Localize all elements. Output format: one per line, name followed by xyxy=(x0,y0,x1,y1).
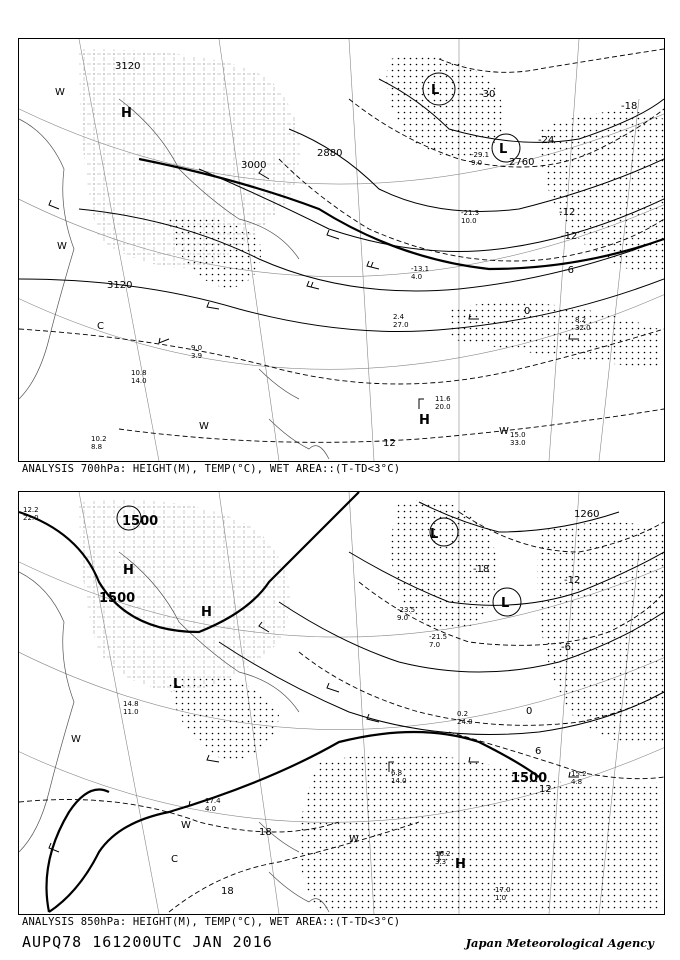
height-label: 3120 xyxy=(107,280,133,291)
station-plot xyxy=(411,265,429,281)
station-plot xyxy=(131,369,147,385)
temp-label: 12 xyxy=(539,784,552,795)
svg-text:6.8: 6.8 xyxy=(391,769,403,777)
svg-text:24.0: 24.0 xyxy=(457,718,473,726)
svg-text:-29.1: -29.1 xyxy=(471,151,490,159)
temp-label: 6 xyxy=(535,746,542,757)
station-plot xyxy=(91,435,107,451)
svg-text:33.0: 33.0 xyxy=(510,439,526,447)
temp-label: -6 xyxy=(564,265,574,276)
system-low: L xyxy=(501,596,510,611)
system-high: H xyxy=(121,106,132,121)
system-high: H xyxy=(419,413,430,428)
svg-text:0.2: 0.2 xyxy=(457,710,469,718)
system-low: L xyxy=(173,677,182,692)
temp-label: 0 xyxy=(524,306,531,317)
caption-850hpa: ANALYSIS 850hPa: HEIGHT(M), TEMP(°C), WET AREA::(T-TD<3°C) xyxy=(22,916,401,928)
chart-700hpa xyxy=(18,38,665,462)
chart-code: AUPQ78 161200UTC JAN 2016 xyxy=(22,933,273,951)
system-warm: W xyxy=(499,426,509,437)
svg-text:14.0: 14.0 xyxy=(391,777,407,785)
svg-text:17.0: 17.0 xyxy=(495,886,511,894)
station-plot xyxy=(435,395,451,411)
svg-text:4.8: 4.8 xyxy=(571,778,583,786)
height-label: 2880 xyxy=(317,148,343,159)
svg-text:3.3: 3.3 xyxy=(435,858,447,866)
height-label: 3000 xyxy=(241,160,267,171)
station-plot xyxy=(510,431,526,447)
temp-label: -12 xyxy=(559,207,576,218)
temp-label: -24 xyxy=(538,135,555,146)
system-high: H xyxy=(455,857,466,872)
svg-text:22.0: 22.0 xyxy=(23,514,39,522)
temp-label: -12 xyxy=(561,231,578,242)
svg-text:-23.5: -23.5 xyxy=(397,606,416,614)
svg-text:15.0: 15.0 xyxy=(510,431,526,439)
height-label: 2760 xyxy=(509,157,535,168)
svg-text:7.0: 7.0 xyxy=(429,641,441,649)
chart-850hpa xyxy=(18,491,665,915)
svg-text:-21.3: -21.3 xyxy=(461,209,480,217)
svg-text:8.2: 8.2 xyxy=(575,316,587,324)
system-warm: W xyxy=(181,820,191,831)
station-plot xyxy=(23,506,39,522)
station-plot xyxy=(393,313,409,329)
map-700hpa xyxy=(19,39,664,461)
temp-label: 18 xyxy=(259,827,272,838)
station-plot xyxy=(191,344,202,360)
temp-label: -18 xyxy=(473,564,490,575)
svg-text:11.6: 11.6 xyxy=(435,395,451,403)
agency-name: Japan Meteorological Agency xyxy=(465,936,654,950)
temp-label: 0 xyxy=(526,706,533,717)
svg-text:10.0: 10.0 xyxy=(461,217,477,225)
svg-text:32.0: 32.0 xyxy=(575,324,591,332)
system-cold: C xyxy=(97,321,104,332)
svg-text:4.0: 4.0 xyxy=(411,273,423,281)
temp-label: -6 xyxy=(561,642,571,653)
temp-label: 18 xyxy=(221,886,234,897)
svg-text:-13.1: -13.1 xyxy=(411,265,430,273)
svg-text:3.9: 3.9 xyxy=(191,352,203,360)
system-high: H xyxy=(123,563,134,578)
svg-text:10.8: 10.8 xyxy=(131,369,147,377)
system-high: H xyxy=(201,605,212,620)
height-label: 1260 xyxy=(574,509,600,520)
height-label: 3120 xyxy=(115,61,141,72)
svg-text:4.0: 4.0 xyxy=(205,805,217,813)
temp-label: -30 xyxy=(479,89,496,100)
temp-label: 12 xyxy=(383,438,396,449)
svg-text:12.2: 12.2 xyxy=(23,506,39,514)
svg-text:14.8: 14.8 xyxy=(123,700,139,708)
system-low: L xyxy=(430,527,439,542)
height-label: 1500 xyxy=(122,514,159,529)
temp-label: -12 xyxy=(564,575,581,586)
svg-text:1.0: 1.0 xyxy=(495,894,507,902)
svg-text:9.0: 9.0 xyxy=(471,159,483,167)
station-plot xyxy=(457,710,473,726)
map-850hpa xyxy=(19,492,664,914)
system-warm: W xyxy=(55,87,65,98)
station-plot xyxy=(123,700,139,716)
station-plot xyxy=(429,633,447,649)
svg-text:15.2: 15.2 xyxy=(571,770,587,778)
svg-text:8.8: 8.8 xyxy=(91,443,103,451)
system-low: L xyxy=(499,142,508,157)
cross-hatch-area xyxy=(79,49,300,269)
temp-label: -18 xyxy=(621,101,638,112)
svg-text:14.0: 14.0 xyxy=(131,377,147,385)
system-warm: W xyxy=(349,834,359,845)
svg-text:27.0: 27.0 xyxy=(393,321,409,329)
caption-700hpa: ANALYSIS 700hPa: HEIGHT(M), TEMP(°C), WET AREA::(T-TD<3°C) xyxy=(22,463,401,475)
svg-text:9.0: 9.0 xyxy=(397,614,409,622)
svg-text:20.0: 20.0 xyxy=(435,403,451,411)
system-warm: W xyxy=(71,734,81,745)
svg-text:2.4: 2.4 xyxy=(393,313,405,321)
station-plot xyxy=(461,209,479,225)
system-low: L xyxy=(431,83,440,98)
height-label: 1500 xyxy=(99,591,136,606)
svg-text:17.4: 17.4 xyxy=(205,797,221,805)
svg-text:10.2: 10.2 xyxy=(91,435,107,443)
system-cold: C xyxy=(171,854,178,865)
system-warm: W xyxy=(57,241,67,252)
station-plot xyxy=(571,770,587,786)
height-label: 1500 xyxy=(511,771,548,786)
svg-text:16.2: 16.2 xyxy=(435,850,451,858)
system-warm: W xyxy=(199,421,209,432)
station-plot xyxy=(205,797,221,813)
svg-text:11.0: 11.0 xyxy=(123,708,139,716)
svg-text:-21.5: -21.5 xyxy=(429,633,448,641)
svg-text:9.0: 9.0 xyxy=(191,344,203,352)
